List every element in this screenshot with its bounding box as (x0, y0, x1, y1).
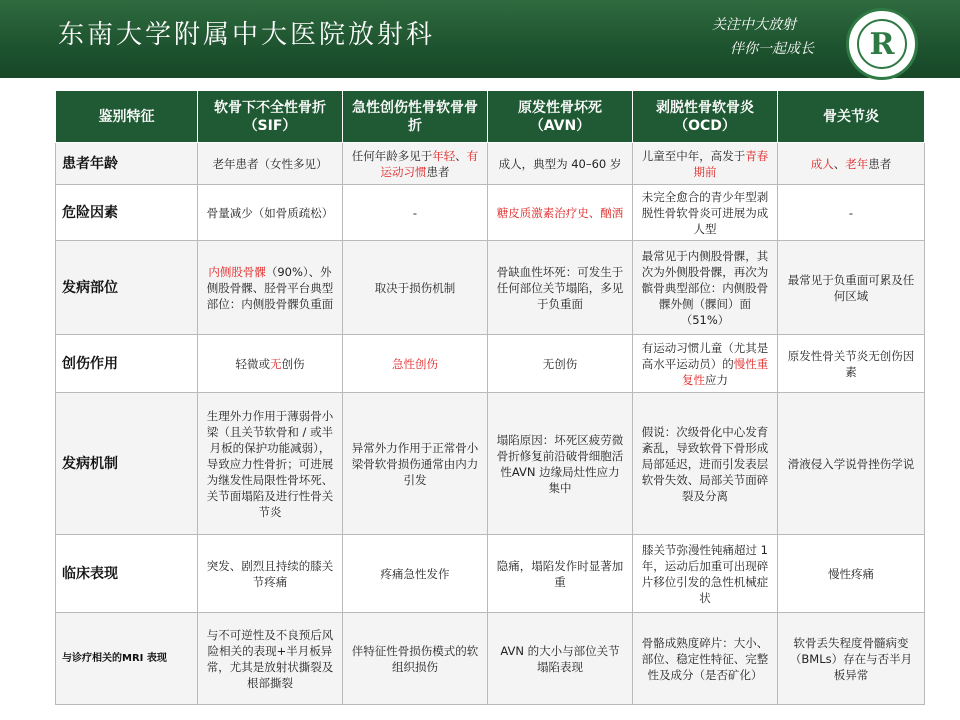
header-cell-avn: 原发性骨坏死（AVN） (488, 91, 633, 143)
cell-text: AVN 的大小与部位关节塌陷表现 (500, 643, 620, 674)
table-cell (198, 613, 343, 705)
cell-text: 骨缺血性坏死：可发生于任何部位关节塌陷，多见于负重面 (496, 264, 624, 311)
cell-text: 膝关节弥漫性钝痛超过 1 年，运动后加重可出现碎片移位引发的急性机械症状 (641, 542, 769, 605)
table-cell (778, 535, 925, 613)
table-cell (778, 613, 925, 705)
table-cell (198, 241, 343, 335)
cell-text: 取决于损伤机制 (374, 280, 456, 295)
cell-text: 患者 (868, 156, 892, 171)
highlight-text: 无 (270, 356, 282, 371)
table-cell (488, 335, 633, 393)
highlight-text: 急性创伤 (392, 356, 438, 371)
cell-text: 骨骼成熟度碎片：大小、部位、稳定性特征、完整性及成分（是否矿化） (641, 635, 769, 682)
table-cell (198, 185, 343, 241)
table-header-row (56, 91, 925, 143)
table-cell (343, 613, 488, 705)
table-cell (488, 613, 633, 705)
differential-table (55, 90, 925, 705)
slogan-line-1: 关注中大放射 (712, 17, 796, 33)
table-cell (778, 185, 925, 241)
row-label-mechanism: 发病机制 (56, 393, 198, 535)
table-cell (778, 393, 925, 535)
cell-text: 塌陷原因：坏死区疲劳微骨折修复前沿破骨细胞活性AVN 边缘局灶性应力集中 (496, 432, 624, 495)
logo-mark: R (869, 27, 895, 62)
table-cell (778, 335, 925, 393)
table-row (56, 241, 925, 335)
table-row (56, 393, 925, 535)
row-label-mri: 与诊疗相关的MRI 表现 (56, 613, 198, 705)
table-cell (633, 143, 778, 185)
cell-text: 伴特征性骨损伤模式的软组织损伤 (351, 643, 479, 674)
table-row (56, 335, 925, 393)
table-cell (633, 185, 778, 241)
cell-text: 慢性疼痛 (828, 566, 874, 581)
table-cell (343, 241, 488, 335)
table-cell (343, 185, 488, 241)
table-cell (488, 241, 633, 335)
row-label-site: 发病部位 (56, 241, 198, 335)
table-row (56, 535, 925, 613)
table-cell (343, 143, 488, 185)
cell-text: 软骨丢失程度骨髓病变（BMLs）存在与否半月板异常 (789, 635, 913, 682)
cell-text: 患者 (426, 164, 450, 179)
cell-text: 儿童至中年，高发于 (641, 148, 746, 163)
cell-text: 假说：次级骨化中心发育紊乱，导致软骨下骨形成局部延迟，进而引发表层软骨失效、局部关节面碎裂及分离 (641, 424, 769, 503)
cell-text: 滑液侵入学说骨挫伤学说 (787, 456, 915, 471)
highlight-text: 内侧股骨髁 (208, 264, 266, 279)
header-cell-oa: 骨关节炎 (778, 91, 925, 143)
table-cell (198, 143, 343, 185)
cell-text: 无创伤 (542, 356, 578, 371)
table-cell (343, 335, 488, 393)
table-row (56, 613, 925, 705)
cell-text: 创伤 (281, 356, 305, 371)
cell-text: 生理外力作用于薄弱骨小梁（且关节软骨和 / 或半月板的保护功能减弱），导致应力性骨折；可进展为继发性局限性骨坏死、关节面塌陷及进行性骨关节炎 (206, 408, 334, 519)
table-cell (488, 185, 633, 241)
cell-text: 骨量减少（如骨质疏松） (206, 205, 334, 220)
cell-text: - (412, 205, 418, 220)
row-label-trauma: 创伤作用 (56, 335, 198, 393)
table-cell (778, 241, 925, 335)
row-label-risk: 危险因素 (56, 185, 198, 241)
table-body (56, 143, 925, 705)
table-cell (488, 535, 633, 613)
highlight-text: 年轻 (432, 148, 456, 163)
cell-text: 有运动习惯儿童（尤其是高水平运动员）的 (641, 340, 769, 371)
cell-text: 与不可逆性及不良预后风险相关的表现+半月板异常，尤其是放射状撕裂及根部撕裂 (206, 627, 334, 690)
cell-text: 突发、剧烈且持续的膝关节疼痛 (206, 558, 334, 589)
highlight-text: 老年 (845, 156, 869, 171)
highlight-text: 青春期前 (693, 148, 769, 179)
cell-text: 隐痛，塌陷发作时显著加重 (496, 558, 624, 589)
cell-text: 原发性骨关节炎无创伤因素 (787, 348, 915, 379)
cell-text: 、 (833, 156, 846, 171)
cell-text: 应力 (705, 372, 728, 387)
highlight-text: 有运动习惯 (380, 148, 479, 179)
table-cell (633, 613, 778, 705)
table-row (56, 185, 925, 241)
table-cell (633, 535, 778, 613)
logo-inner-ring (857, 19, 907, 69)
table-cell (633, 335, 778, 393)
slogan-line-2: 伴你一起成长 (730, 41, 814, 57)
table-cell (488, 143, 633, 185)
row-label-age: 患者年龄 (56, 143, 198, 185)
table-cell (778, 143, 925, 185)
cell-text: 任何年龄多见于 (351, 148, 433, 163)
cell-text: （90%）、外侧股骨髁、胫骨平台典型部位：内侧股骨髁负重面 (206, 264, 334, 311)
cell-text: 最常见于负重面可累及任何区域 (787, 272, 915, 303)
table-cell (198, 535, 343, 613)
cell-text: 轻微或 (235, 356, 270, 371)
hospital-logo (846, 8, 918, 80)
table-cell (343, 535, 488, 613)
table-cell (633, 393, 778, 535)
header-cell-ocd: 剥脱性骨软骨炎（OCD） (633, 91, 778, 143)
cell-text: 最常见于内侧股骨髁，其次为外侧股骨髁，再次为髌骨典型部位：内侧股骨髁外侧（髁间）面（51%） (641, 248, 769, 327)
table-cell (343, 393, 488, 535)
table-cell (198, 393, 343, 535)
table-cell (488, 393, 633, 535)
cell-text: 疼痛急性发作 (380, 566, 450, 581)
header-cell-acute-fracture: 急性创伤性骨软骨骨折 (343, 91, 488, 143)
cell-text: 异常外力作用于正常骨小梁骨软骨损伤通常由内力引发 (351, 440, 479, 487)
cell-text: 未完全愈合的青少年型剥脱性骨软骨炎可进展为成人型 (641, 189, 769, 236)
cell-text: 成人，典型为 40–60 岁 (498, 156, 622, 171)
table-cell (633, 241, 778, 335)
slide-header (0, 0, 960, 78)
cell-text: 、 (455, 148, 467, 163)
table-row (56, 143, 925, 185)
table-cell (198, 335, 343, 393)
header-cell-sif: 软骨下不全性骨折（SIF） (198, 91, 343, 143)
highlight-text: 慢性重复性 (682, 356, 769, 387)
header-cell-feature: 鉴别特征 (56, 91, 198, 143)
cell-text: - (848, 205, 854, 220)
highlight-text: 成人 (810, 156, 834, 171)
slide-title: 东南大学附属中大医院放射科 (58, 20, 436, 50)
highlight-text: 糖皮质激素治疗史、酗酒 (496, 205, 624, 220)
cell-text: 老年患者（女性多见） (212, 156, 328, 171)
row-label-clinical: 临床表现 (56, 535, 198, 613)
